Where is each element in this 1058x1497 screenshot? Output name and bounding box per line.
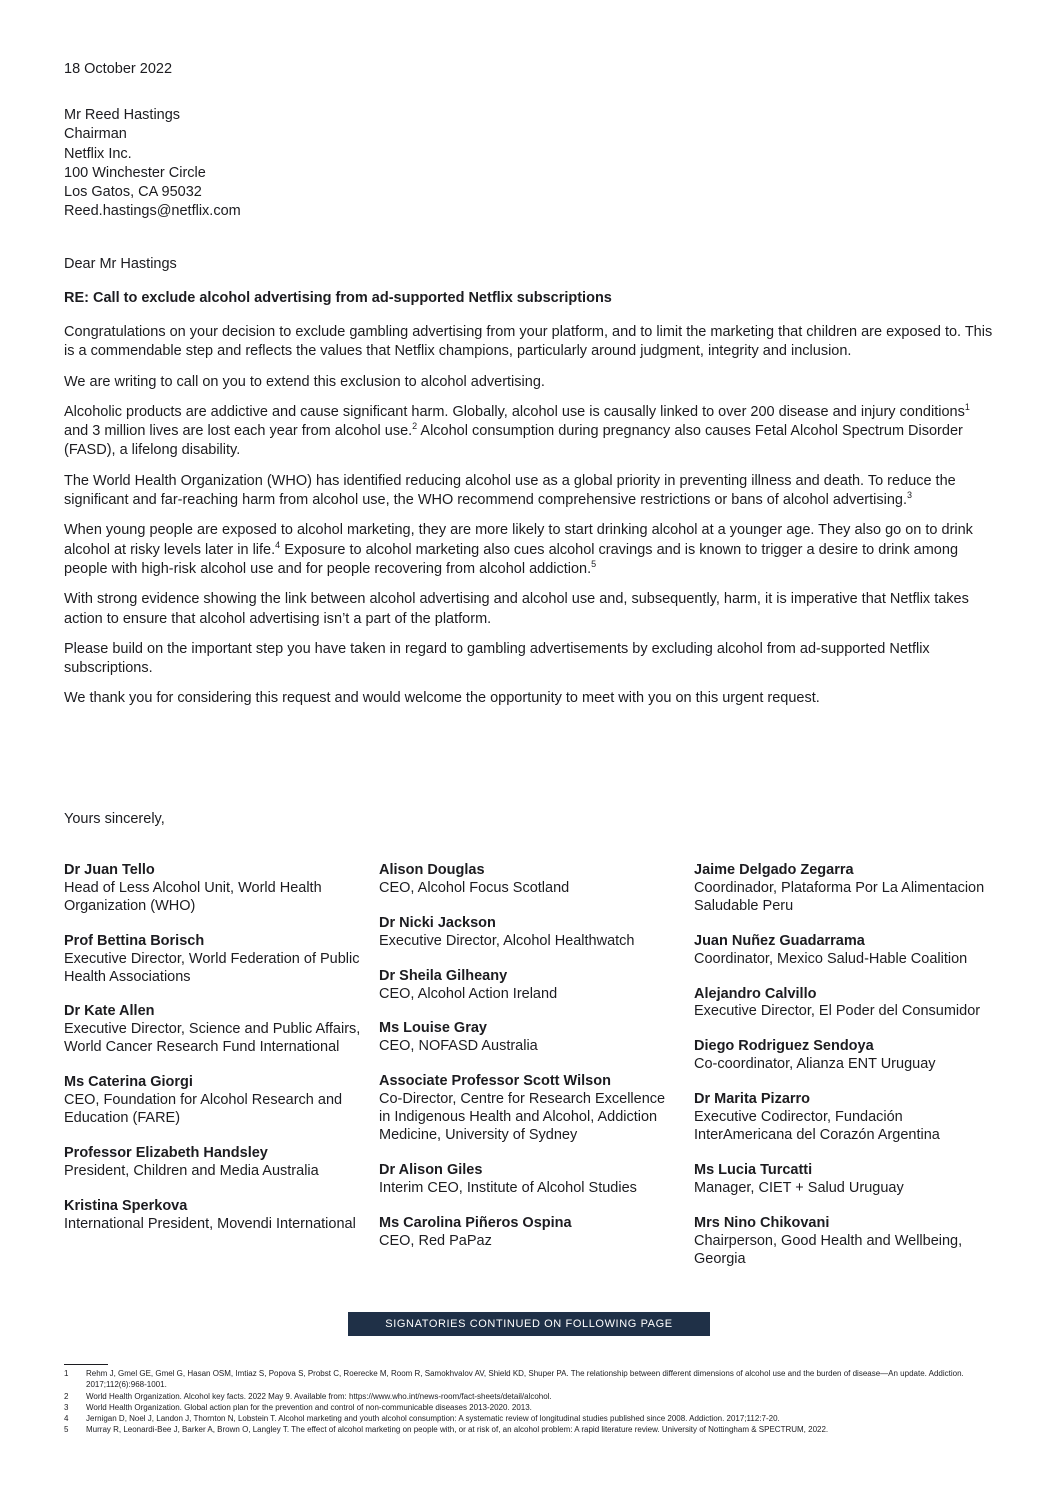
signatory-role: Head of Less Alcohol Unit, World Health Organization (WHO) [64, 879, 322, 914]
body-paragraph [64, 403, 994, 461]
signatory-name: Prof Bettina Borisch [64, 932, 205, 949]
signatory-name: Alejandro Calvillo [694, 985, 817, 1002]
address-email: Reed.hastings@netflix.com [64, 203, 241, 220]
address-line: 100 Winchester Circle [64, 164, 206, 181]
paragraph-text: Exposure to alcohol marketing also cues alcohol cravings and is known to trigger a desire to drink among people with high-risk alcohol use and for people recovering from alcohol addiction. [64, 541, 959, 577]
signatory-name: Kristina Sperkova [64, 1197, 188, 1214]
signatory-role: International President, Movendi International [64, 1215, 356, 1232]
signatory-role: Interim CEO, Institute of Alcohol Studies [379, 1179, 637, 1196]
signatory-name: Ms Louise Gray [379, 1020, 487, 1037]
address-line: Chairman [64, 126, 127, 143]
footnote-ref: 5 [591, 559, 597, 570]
signatories-column-3 [694, 862, 994, 1285]
footnote-text: Rehm J, Gmel GE, Gmel G, Hasan OSM, Imtiaz S, Popova S, Probst C, Roerecke M, Room R, Samokhvalov AV, Shield KD, Shuper PA. The relationship between different dimensions of alcohol use and the burden of disease—An update. Addiction. 2017;112(6):968-1001. [86, 1369, 964, 1390]
signatory [379, 1162, 679, 1198]
paragraph-text: Alcohol consumption during pregnancy also causes Fetal Alcohol Spectrum Disorder (FASD), a lifelong disability. [64, 423, 963, 459]
signatory-role: CEO, Alcohol Focus Scotland [379, 879, 570, 896]
signatories-column-1 [64, 862, 364, 1251]
recipient-address [64, 106, 241, 222]
signatory-name: Ms Carolina Piñeros Ospina [379, 1214, 572, 1231]
body-paragraph: Congratulations on your decision to exclude gambling advertising from your platform, and to limit the marketing that children are exposed to. This is a commendable step and reflects the values that Netflix champions, particularly around judgment, integrity and inclusion. [64, 324, 993, 360]
body-paragraph: With strong evidence showing the link between alcohol advertising and alcohol use and, subsequently, harm, it is imperative that Netflix takes action to ensure that alcohol advertising isn’t a part of the platform. [64, 591, 969, 627]
footnote-number: 4 [64, 1414, 69, 1424]
paragraph-text: and 3 million lives are lost each year from alcohol use. [64, 423, 413, 440]
paragraph-text: Alcoholic products are addictive and cause significant harm. Globally, alcohol use is causally linked to over 200 disease and injury conditions [64, 403, 965, 420]
signatory-role: CEO, Red PaPaz [379, 1232, 492, 1249]
address-line: Netflix Inc. [64, 145, 132, 162]
signatory-name: Jaime Delgado Zegarra [694, 862, 854, 878]
signatories-column-2 [379, 862, 679, 1268]
footnote-text: Murray R, Leonardi-Bee J, Barker A, Brown O, Langley T. The effect of alcohol marketing on people with, or at risk of, an alcohol problem: A rapid literature review. University of Nottingham & SPECTRUM, 2022. [86, 1425, 829, 1435]
signatory-role: President, Children and Media Australia [64, 1162, 319, 1179]
signatory-name: Dr Marita Pizarro [694, 1091, 811, 1108]
signatory-role: Coordinator, Mexico Salud-Hable Coalition [694, 950, 968, 967]
signatory [694, 1038, 994, 1074]
footnote [64, 1402, 994, 1413]
body-paragraph: We thank you for considering this request and would welcome the opportunity to meet with you on this urgent request. [64, 690, 820, 707]
signatory-name: Dr Sheila Gilheany [379, 967, 508, 984]
signatory [64, 1198, 364, 1234]
body-paragraph [64, 521, 994, 579]
signatory [64, 862, 364, 916]
footnote-text: World Health Organization. Alcohol key facts. 2022 May 9. Available from: https://www.who.int/news-room/fact-sheets/detail/alcohol. [86, 1391, 552, 1401]
signatory-role: CEO, Foundation for Alcohol Research and Education (FARE) [64, 1092, 343, 1126]
continued-banner: SIGNATORIES CONTINUED ON FOLLOWING PAGE [348, 1312, 710, 1336]
footnote-ref: 1 [964, 402, 970, 413]
subject-line: RE: Call to exclude alcohol advertising from ad-supported Netflix subscriptions [64, 290, 612, 306]
signatory-name: Associate Professor Scott Wilson [379, 1073, 611, 1090]
body-paragraph: We are writing to call on you to extend this exclusion to alcohol advertising. [64, 373, 545, 390]
address-line: Los Gatos, CA 95032 [64, 184, 202, 201]
signatory [64, 1003, 364, 1057]
signatory-role: Executive Director, World Federation of Public Health Associations [64, 950, 360, 985]
signatory [694, 862, 994, 916]
signatory [64, 1074, 364, 1128]
footnote-number: 5 [64, 1425, 69, 1435]
footnote-number: 2 [64, 1391, 69, 1401]
signatory [694, 1162, 994, 1198]
body-paragraph: Please build on the important step you have taken in regard to gambling advertisements by excluding alcohol from ad-supported Netflix subscriptions. [64, 640, 930, 677]
letter-body [64, 323, 994, 720]
footnote [64, 1368, 994, 1391]
footnote-text: World Health Organization. Global action plan for the prevention and control of non-communicable diseases 2013-2020. 2013. [86, 1402, 532, 1412]
signatory [379, 862, 679, 898]
signatory-name: Diego Rodriguez Sendoya [694, 1038, 874, 1055]
signatory-name: Dr Nicki Jackson [379, 914, 496, 931]
footnote-number: 3 [64, 1402, 69, 1412]
signatory-name: Ms Caterina Giorgi [64, 1074, 193, 1091]
signatory-role: Manager, CIET + Salud Uruguay [694, 1179, 904, 1196]
signatory-name: Alison Douglas [379, 862, 485, 878]
signatory [694, 1091, 994, 1145]
footnote-ref: 2 [412, 421, 418, 432]
signatory-role: Executive Director, Science and Public Affairs, World Cancer Research Fund International [64, 1021, 361, 1056]
signatory-name: Professor Elizabeth Handsley [64, 1144, 268, 1161]
body-paragraph [64, 472, 994, 511]
closing: Yours sincerely, [64, 811, 165, 827]
signatory [64, 1145, 364, 1181]
signatory [694, 1215, 994, 1269]
signatory [379, 1073, 679, 1145]
signatory-name: Juan Nuñez Guadarrama [694, 932, 865, 949]
signatory-role: Executive Director, Alcohol Healthwatch [379, 932, 635, 949]
footnote-divider [64, 1364, 108, 1365]
footnote [64, 1424, 994, 1435]
paragraph-text: The World Health Organization (WHO) has identified reducing alcohol use as a global priority in preventing illness and death. To reduce the significant and far-reaching harm from alcohol use, the WHO recommend comprehensive restrictions or bans of alcohol advertising. [64, 472, 956, 509]
signatory-role: Coordinador, Plataforma Por La Alimentacion Saludable Peru [694, 879, 985, 914]
signatory-name: Mrs Nino Chikovani [694, 1214, 830, 1231]
signatory-name: Dr Juan Tello [64, 862, 155, 878]
signatory [379, 1020, 679, 1056]
footnote-ref: 3 [907, 490, 913, 501]
signatory-name: Dr Alison Giles [379, 1161, 483, 1178]
greeting: Dear Mr Hastings [64, 256, 177, 272]
signatory [379, 968, 679, 1004]
footnotes [64, 1368, 994, 1436]
footnote-text: Jernigan D, Noel J, Landon J, Thornton N, Lobstein T. Alcohol marketing and youth alcohol consumption: A systematic review of longitudinal studies published since 2008. Addiction. 2017;112:7-20. [86, 1414, 780, 1424]
signatory-role: Executive Director, El Poder del Consumidor [694, 1003, 981, 1020]
footnote-number: 1 [64, 1369, 69, 1378]
signatory-role: CEO, Alcohol Action Ireland [379, 985, 558, 1002]
footnote-ref: 4 [275, 539, 281, 550]
address-line: Mr Reed Hastings [64, 107, 181, 123]
signatory-role: Chairperson, Good Health and Wellbeing, Georgia [694, 1232, 963, 1267]
signatory [64, 933, 364, 987]
paragraph-text: When young people are exposed to alcohol marketing, they are more likely to start drinking alcohol at a younger age. They also go on to drink alcohol at risky levels later in life. [64, 522, 973, 558]
signatory [379, 1215, 679, 1251]
footnote [64, 1413, 994, 1424]
signatory-name: Dr Kate Allen [64, 1003, 155, 1020]
signatory-role: Co-coordinator, Alianza ENT Uruguay [694, 1056, 936, 1073]
signatory [694, 933, 994, 969]
signatory [379, 915, 679, 951]
signatory-role: CEO, NOFASD Australia [379, 1038, 538, 1055]
signatory-role: Co-Director, Centre for Research Excellence in Indigenous Health and Alcohol, Addiction Medicine, University of Sydney [379, 1091, 666, 1143]
signatory-name: Ms Lucia Turcatti [694, 1161, 813, 1178]
letter-date: 18 October 2022 [64, 61, 173, 77]
signatory-role: Executive Codirector, Fundación InterAmericana del Corazón Argentina [694, 1109, 940, 1143]
footnote [64, 1391, 994, 1402]
signatory [694, 986, 994, 1022]
